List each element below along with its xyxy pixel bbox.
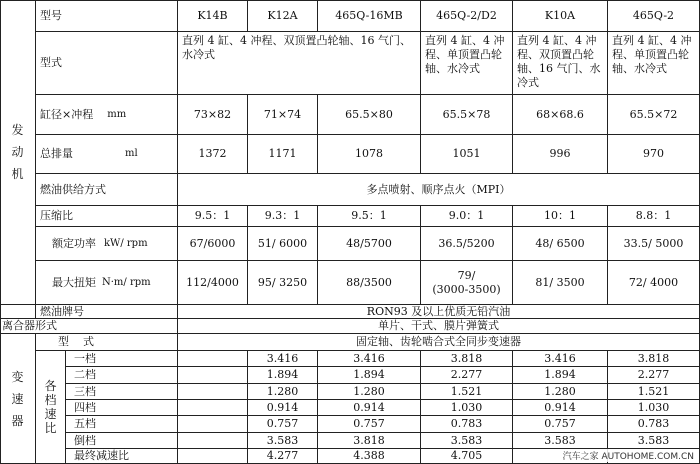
gear-ratio-value: 0.757 [544, 417, 576, 430]
torque-value: 95/ 3250 [257, 275, 308, 289]
gear-label-cell [66, 367, 178, 384]
gear-ratio-cell [248, 416, 318, 433]
torque-cell [248, 261, 318, 305]
final-drive-label: 最终减速比 [74, 449, 129, 462]
torque-value-range: (3000-3500) [432, 282, 501, 296]
torque-cell [513, 261, 608, 305]
gear-ratio-value: 1.280 [353, 384, 385, 398]
model-cell [178, 0, 248, 32]
model-value: 465Q-2 [632, 8, 675, 22]
bore-value: 65.5×78 [442, 107, 491, 121]
bore-label: 缸径×冲程 [40, 107, 94, 121]
torque-value: 72/ 4000 [628, 275, 679, 289]
gear-ratio-value: 1.030 [450, 400, 483, 414]
clutch-label-cell [0, 319, 178, 334]
final-drive-cell [178, 449, 248, 464]
bore-value: 65.5×80 [345, 107, 393, 121]
displacement-cell [178, 135, 248, 174]
displacement-value: 1372 [198, 147, 227, 160]
torque-cell [608, 261, 700, 305]
gear-ratio-cell [513, 400, 608, 416]
gear-label-cell [66, 351, 178, 367]
torque-cell [421, 261, 513, 305]
model-value: K10A [544, 8, 576, 22]
gear-ratio-value: 1.894 [266, 368, 299, 381]
power-value: 67/6000 [189, 236, 236, 250]
gear-ratio-cell [248, 400, 318, 416]
engine-group-label: 发动机 [11, 123, 24, 181]
gear-ratio-cell [318, 367, 421, 384]
type-value: 直列 4 缸、4 冲程、双顶置凸轮轴、16 气门、水冷式 [182, 34, 411, 61]
power-cell [248, 227, 318, 261]
displacement-value: 1171 [268, 147, 297, 160]
gear-ratio-value: 3.583 [637, 433, 670, 447]
blank-cell [0, 305, 36, 319]
gear-ratio-value: 3.416 [353, 351, 385, 365]
final-drive-value: 4.705 [450, 449, 483, 462]
gear-label: 三档 [74, 384, 96, 398]
clutch-cell [178, 319, 700, 334]
gear-ratio-value: 0.914 [544, 400, 576, 414]
gearbox-group-label: 变速器 [11, 369, 24, 428]
gear-ratio-cell [421, 351, 513, 367]
compression-label: 压缩比 [40, 209, 73, 222]
torque-cell [178, 261, 248, 305]
model-cell [513, 0, 608, 32]
gear-label: 五档 [74, 417, 96, 430]
gear-ratio-cell [513, 433, 608, 449]
type-label-cell [36, 32, 178, 95]
final-drive-cell [318, 449, 421, 464]
bore-cell [421, 95, 513, 135]
power-cell [513, 227, 608, 261]
clutch-value: 单片、干式、膜片弹簧式 [378, 319, 499, 332]
model-value: 465Q-2/D2 [436, 8, 497, 22]
fuel-supply-label-cell [36, 174, 178, 206]
gear-ratio-cell [178, 416, 248, 433]
gear-ratio-value: 3.416 [266, 351, 299, 365]
displacement-label: 总排量 [40, 147, 73, 160]
gear-label-cell [66, 433, 178, 449]
compression-cell [178, 206, 248, 227]
displacement-value: 1051 [452, 147, 481, 160]
displacement-cell [608, 135, 700, 174]
displacement-value: 1078 [355, 147, 383, 160]
gear-ratio-value: 3.583 [266, 433, 299, 447]
type-value: 直列 4 缸、4 冲程、单顶置凸轮轴、水冷式 [612, 34, 692, 75]
model-label: 型号 [40, 8, 62, 22]
displacement-cell [248, 135, 318, 174]
gear-ratio-cell [318, 433, 421, 449]
power-unit: kW/ rpm [104, 237, 148, 249]
compression-cell [513, 206, 608, 227]
torque-unit: N·m/ rpm [102, 276, 151, 288]
gear-label: 二档 [74, 368, 96, 381]
displacement-cell [421, 135, 513, 174]
gear-ratio-value: 3.818 [450, 351, 483, 365]
type-value: 直列 4 缸、4 冲程、双顶置凸轮轴、16 气门、水冷式 [517, 34, 601, 89]
displacement-label-cell [36, 135, 178, 174]
fuel-grade-label: 燃油牌号 [40, 305, 84, 318]
gear-ratio-cell [421, 367, 513, 384]
model-cell [248, 0, 318, 32]
bore-cell [248, 95, 318, 135]
compression-value: 8.8：1 [635, 209, 672, 222]
torque-label-cell [36, 261, 178, 305]
power-cell [318, 227, 421, 261]
final-drive-value: 4.277 [266, 449, 299, 462]
type-cell [178, 32, 421, 95]
bore-cell [178, 95, 248, 135]
gear-ratio-cell [318, 384, 421, 400]
fuel-supply-value: 多点喷射、顺序点火（MPI） [366, 182, 511, 196]
gear-ratio-cell [513, 384, 608, 400]
gear-ratio-value: 3.416 [544, 351, 576, 365]
power-value: 51/ 6000 [257, 236, 308, 250]
gear-ratio-value: 1.521 [637, 384, 670, 398]
power-cell [178, 227, 248, 261]
gear-ratio-cell [608, 400, 700, 416]
compression-cell [318, 206, 421, 227]
type-cell [421, 32, 513, 95]
gear-ratio-cell [421, 416, 513, 433]
displacement-cell [513, 135, 608, 174]
displacement-value: 970 [643, 147, 664, 160]
gear-ratio-cell [248, 384, 318, 400]
power-cell [608, 227, 700, 261]
compression-value: 9.5：1 [351, 209, 387, 222]
torque-value: 112/4000 [186, 275, 239, 289]
compression-value: 9.3：1 [264, 209, 301, 222]
model-value: K12A [267, 8, 298, 22]
gear-ratio-cell [248, 351, 318, 367]
type-cell [513, 32, 608, 95]
gear-ratio-cell [178, 351, 248, 367]
gear-label-cell [66, 400, 178, 416]
gear-ratio-group-cell [36, 351, 66, 464]
gear-label: 四档 [74, 400, 96, 414]
fuel-grade-cell [178, 305, 700, 319]
final-drive-label-cell [66, 449, 178, 464]
gear-ratio-value: 3.818 [637, 351, 670, 365]
model-cell [318, 0, 421, 32]
model-cell [421, 0, 513, 32]
bore-value: 71×74 [263, 107, 302, 121]
bore-unit: mm [107, 108, 127, 120]
gear-ratio-cell [421, 384, 513, 400]
gear-ratio-cell [318, 351, 421, 367]
gear-ratio-value: 3.583 [450, 433, 483, 447]
gear-ratio-value: 1.894 [353, 368, 385, 381]
torque-label: 最大扭矩 [52, 275, 96, 289]
gear-ratio-value: 1.894 [544, 368, 576, 381]
gear-ratio-cell [513, 367, 608, 384]
gear-ratio-cell [513, 416, 608, 433]
fuel-grade-value: RON93 及以上优质无铅汽油 [366, 305, 511, 318]
power-value: 36.5/5200 [438, 236, 495, 250]
torque-value: 88/3500 [346, 275, 392, 289]
gear-ratio-value: 3.818 [353, 433, 385, 447]
watermark: 汽车之家 AUTOHOME.COM.CN [561, 449, 696, 462]
bore-cell [608, 95, 700, 135]
gear-ratio-value: 2.277 [637, 368, 670, 381]
gear-ratio-value: 1.030 [637, 400, 670, 414]
power-value: 48/ 6500 [535, 236, 585, 250]
power-label-cell [36, 227, 178, 261]
gear-ratio-cell [421, 400, 513, 416]
compression-label-cell [36, 206, 178, 227]
displacement-unit: ml [125, 148, 138, 159]
gearbox-type-cell [178, 334, 700, 351]
bore-cell [318, 95, 421, 135]
torque-value: 81/ 3500 [535, 275, 585, 289]
power-cell [421, 227, 513, 261]
fuel-supply-cell [178, 174, 700, 206]
gear-ratio-cell [178, 367, 248, 384]
gear-ratio-cell [608, 384, 700, 400]
gear-label: 倒档 [74, 433, 96, 447]
gear-ratio-cell [608, 433, 700, 449]
gear-ratio-value: 2.277 [450, 368, 483, 381]
gear-ratio-cell [608, 367, 700, 384]
gear-label-cell [66, 416, 178, 433]
model-cell [608, 0, 700, 32]
compression-cell [608, 206, 700, 227]
gear-ratio-value: 3.583 [544, 433, 576, 447]
gear-ratio-cell [178, 433, 248, 449]
gear-ratio-value: 0.914 [266, 400, 299, 414]
final-drive-value: 4.388 [353, 449, 385, 462]
torque-cell [318, 261, 421, 305]
model-value: 465Q-16MB [335, 8, 403, 22]
compression-value: 9.0：1 [448, 209, 485, 222]
gear-ratio-cell [608, 351, 700, 367]
gear-ratio-cell [421, 433, 513, 449]
fuel-grade-label-cell [36, 305, 178, 319]
gear-ratio-cell [178, 400, 248, 416]
gear-label: 一档 [74, 351, 96, 365]
type-label: 型式 [40, 56, 62, 69]
power-label: 额定功率 [52, 236, 96, 250]
power-value: 33.5/ 5000 [623, 236, 684, 250]
bore-value: 65.5×72 [629, 107, 678, 121]
gear-ratio-value: 0.757 [353, 417, 385, 430]
compression-cell [421, 206, 513, 227]
displacement-value: 996 [549, 147, 571, 160]
gear-ratio-cell [318, 400, 421, 416]
gear-ratio-cell [608, 416, 700, 433]
gear-ratio-value: 0.914 [353, 400, 385, 414]
type-cell [608, 32, 700, 95]
gear-ratio-cell [513, 351, 608, 367]
gear-ratio-group-label: 各档速比 [44, 379, 57, 435]
compression-cell [248, 206, 318, 227]
fuel-supply-label: 燃油供给方式 [40, 182, 106, 196]
engine-group-cell [0, 0, 36, 305]
gearbox-type-label: 型 式 [58, 335, 94, 348]
gearbox-type-value: 固定轴、齿轮啮合式全同步变速器 [356, 335, 521, 348]
type-value: 直列 4 缸、4 冲程、单顶置凸轮轴、水冷式 [425, 34, 505, 75]
clutch-label: 离合器形式 [2, 319, 57, 332]
model-value: K14B [197, 8, 228, 22]
compression-value: 10：1 [544, 209, 576, 222]
displacement-cell [318, 135, 421, 174]
torque-value: 79/ [457, 268, 476, 282]
bore-label-cell [36, 95, 178, 135]
gear-ratio-cell [248, 367, 318, 384]
gearbox-group-cell [0, 334, 36, 464]
bore-cell [513, 95, 608, 135]
gear-ratio-cell [178, 384, 248, 400]
bore-value: 73×82 [193, 107, 232, 121]
final-drive-cell [421, 449, 513, 464]
gear-ratio-value: 1.521 [450, 384, 483, 398]
compression-value: 9.5：1 [194, 209, 231, 222]
gear-ratio-value: 1.280 [544, 384, 576, 398]
gear-label-cell [66, 384, 178, 400]
final-drive-cell [248, 449, 318, 464]
gear-ratio-cell [318, 416, 421, 433]
gear-ratio-value: 0.783 [637, 417, 670, 430]
bore-value: 68×68.6 [536, 107, 584, 121]
gear-ratio-value: 1.280 [266, 384, 299, 398]
gear-ratio-value: 0.757 [266, 417, 299, 430]
gear-ratio-cell [248, 433, 318, 449]
gear-ratio-value: 0.783 [450, 417, 483, 430]
model-label-cell [36, 0, 178, 32]
gearbox-type-label-cell [36, 334, 178, 351]
power-value: 48/5700 [346, 236, 392, 250]
